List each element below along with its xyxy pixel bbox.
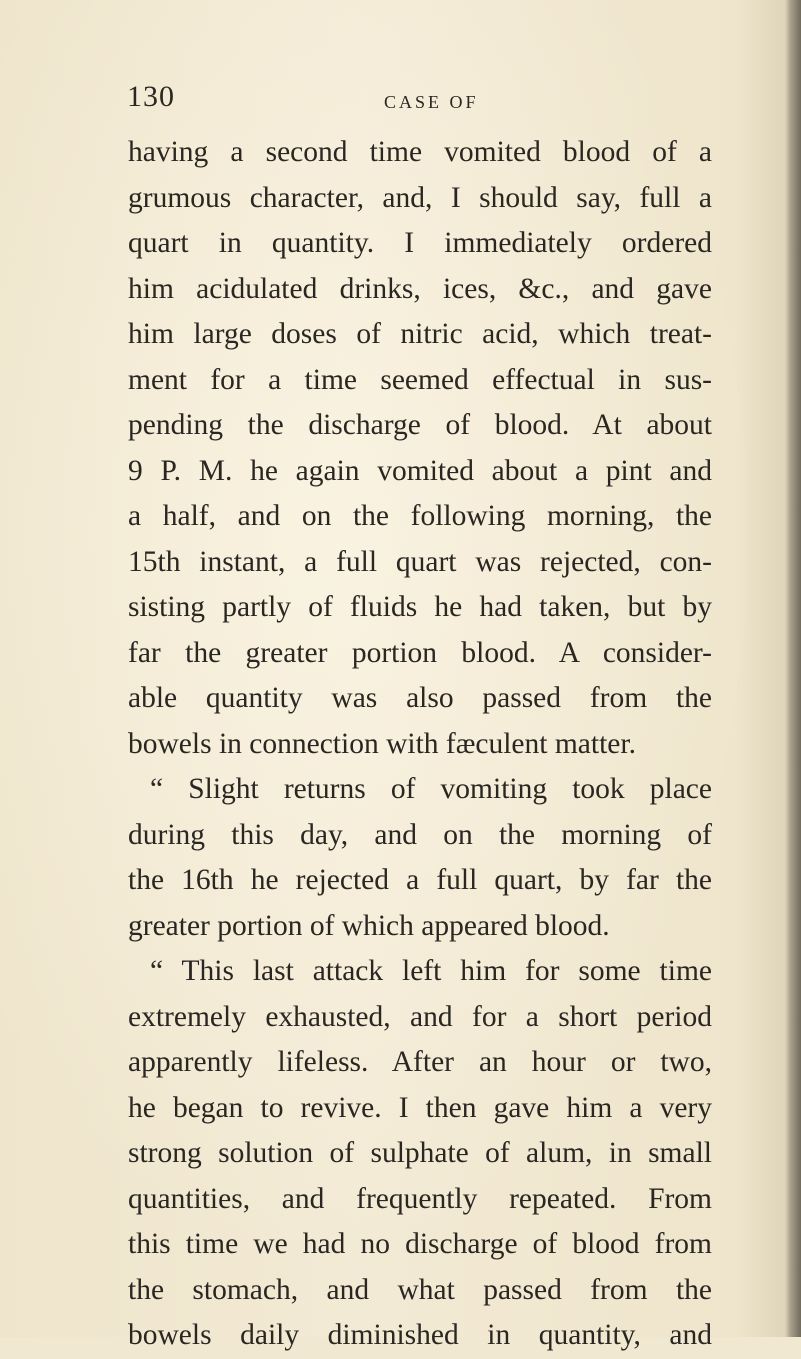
text-line: him acidulated drinks, ices, &c., and gave xyxy=(128,272,712,305)
text-line: the 16th he rejected a full quart, by far the xyxy=(128,864,712,896)
text-line: “ Slight returns of vomiting took place xyxy=(150,773,712,805)
text-line: strong solution of sulphate of alum, in small xyxy=(128,1137,712,1169)
text-line: pending the discharge of blood. At about xyxy=(128,409,712,441)
text-line: ment for a time seemed effectual in sus- xyxy=(128,363,712,396)
text-line: greater portion of which appeared blood. xyxy=(128,909,610,942)
text-line: him large doses of nitric acid, which treat- xyxy=(128,318,712,350)
page-edge-shadow xyxy=(785,0,801,1337)
text-line: bowels daily diminished in quantity, and xyxy=(128,1319,712,1351)
text-line: bowels in connection with fæculent matter. xyxy=(128,727,636,760)
running-head: CASE OF xyxy=(384,92,479,112)
text-line: quart in quantity. I immediately ordered xyxy=(128,227,712,259)
text-line: a half, and on the following morning, the xyxy=(128,500,712,532)
text-line: this time we had no discharge of blood from xyxy=(128,1228,712,1260)
text-line: “ This last attack left him for some time xyxy=(150,955,712,987)
text-line: sisting partly of fluids he had taken, but by xyxy=(128,591,712,623)
text-line: 15th instant, a full quart was rejected, con- xyxy=(128,545,712,578)
text-line: apparently lifeless. After an hour or two, xyxy=(128,1046,712,1078)
text-line: grumous character, and, I should say, full a xyxy=(128,181,712,214)
text-line: quantities, and frequently repeated. From xyxy=(128,1182,712,1215)
text-line: far the greater portion blood. A consider- xyxy=(128,636,712,669)
text-line: 9 P. M. he again vomited about a pint and xyxy=(128,454,712,487)
page-number: 130 xyxy=(127,80,175,113)
text-line: the stomach, and what passed from the xyxy=(128,1273,712,1306)
text-line: during this day, and on the morning of xyxy=(128,818,712,851)
text-line: extremely exhausted, and for a short period xyxy=(128,1000,712,1033)
text-line: he began to revive. I then gave him a very xyxy=(128,1091,712,1124)
text-line: having a second time vomited blood of a xyxy=(128,136,712,168)
body-text xyxy=(128,130,712,1359)
text-line: able quantity was also passed from the xyxy=(128,682,712,714)
